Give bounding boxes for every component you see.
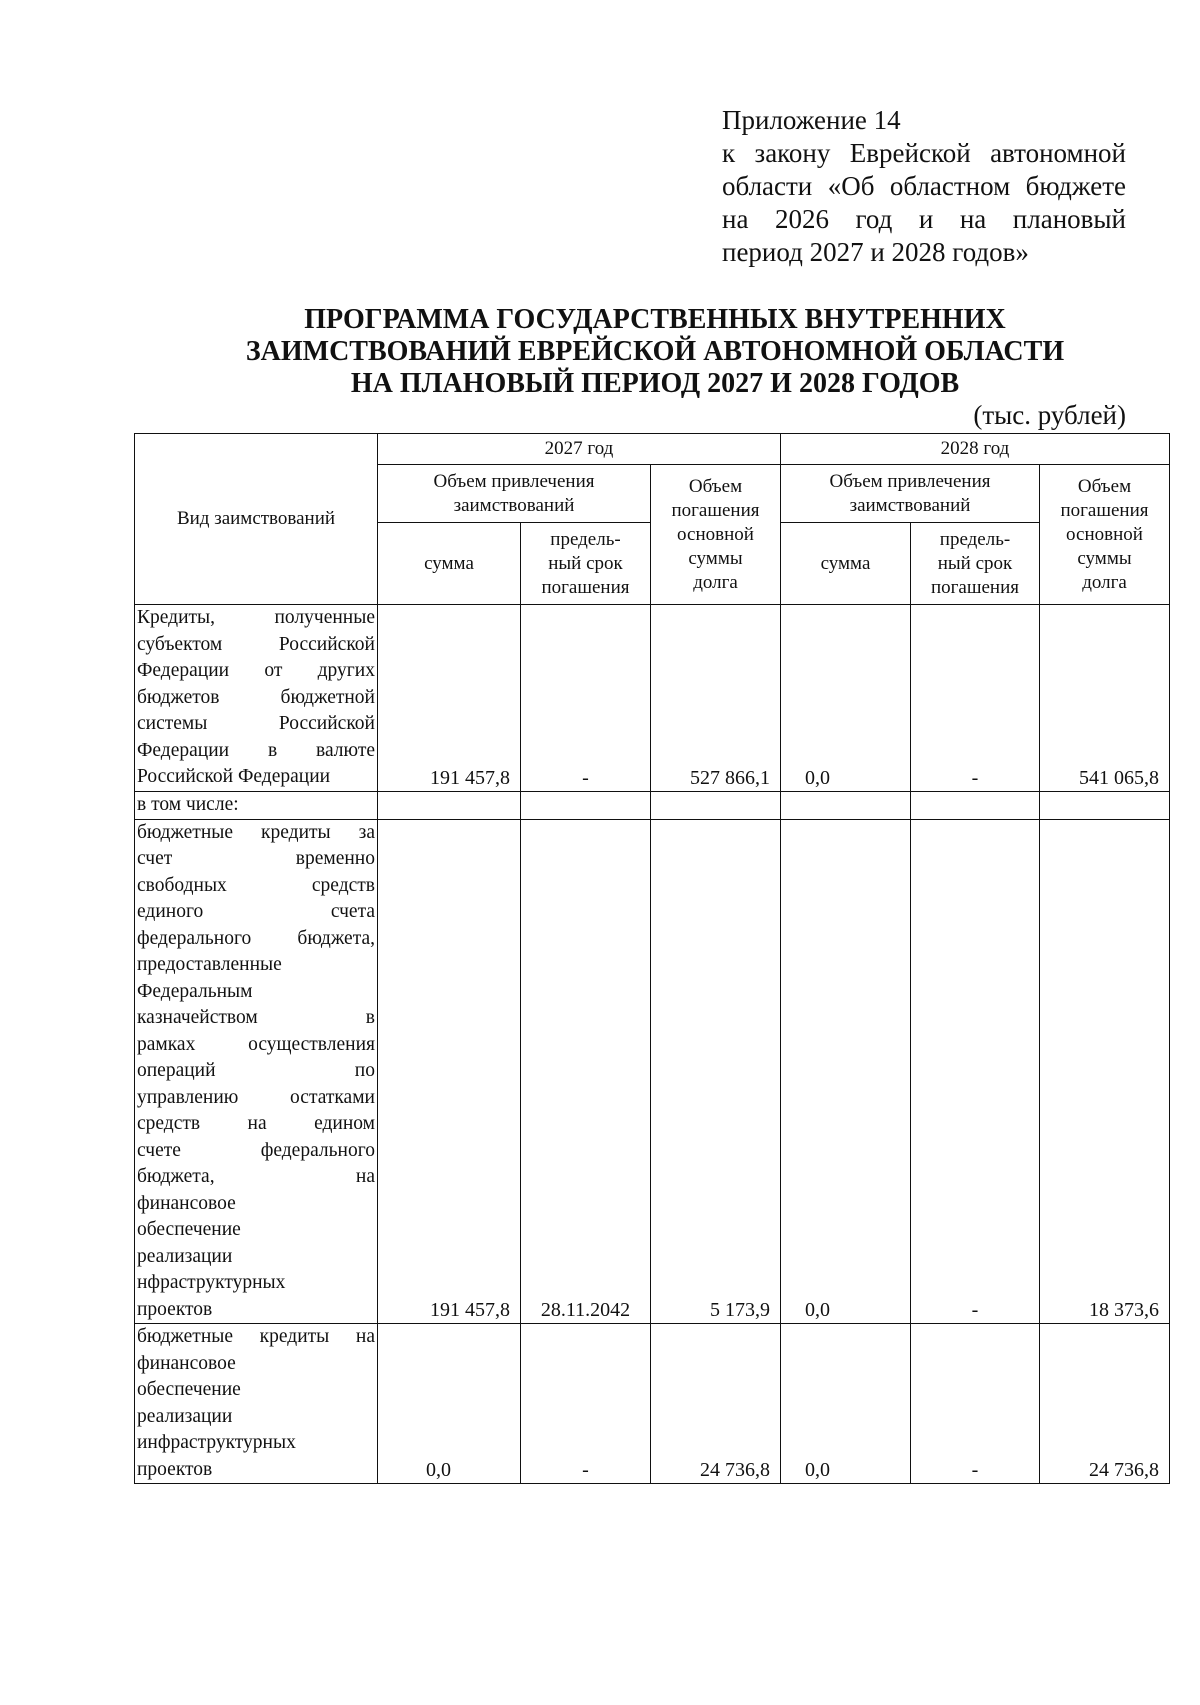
label-line: инфраструктурных (137, 1432, 296, 1453)
label-line: Федерации от других (137, 660, 375, 681)
cell-term-2028: - (911, 819, 1040, 1324)
cell-repay-2028: 18 373,6 (1040, 819, 1170, 1324)
cell-repay-2028: 541 065,8 (1040, 605, 1170, 792)
cell-empty (911, 791, 1040, 819)
header-term-2028-line-2: ный срок (937, 552, 1013, 574)
label-line: реализации (137, 1245, 233, 1267)
label-line: Федеральным (137, 980, 253, 1002)
header-attract-2028 (781, 465, 1040, 523)
header-term-2028-line-3: погашения (930, 576, 1020, 598)
label-line: реализации (137, 1405, 233, 1427)
header-repay-2028-line-3: основной (1066, 523, 1143, 545)
label-line: бюджетные кредиты за (137, 821, 375, 843)
cell-empty (651, 791, 781, 819)
header-attract-2027-line-2: заимствований (453, 494, 575, 516)
header-term-2027-line-1: предель- (550, 528, 621, 550)
header-repay-2027 (651, 465, 781, 605)
row-label-treasury-credits (135, 819, 378, 1324)
table-row (135, 605, 1170, 792)
label-line: системы Российской (137, 713, 375, 734)
row-label-including: в том числе: (135, 791, 378, 819)
cell-sum-2027: 191 457,8 (378, 605, 521, 792)
row-label-credits (135, 605, 378, 792)
appendix-line-1: Приложение 14 (722, 105, 901, 135)
label-line: счете федерального (137, 1139, 375, 1161)
cell-term-2027: 28.11.2042 (521, 819, 651, 1324)
label-line: проектов (137, 1458, 213, 1480)
cell-repay-2027: 527 866,1 (651, 605, 781, 792)
header-sum-2028: сумма (781, 523, 911, 605)
label-line: финансовое (137, 1192, 236, 1214)
label-line: бюджетов бюджетной (137, 686, 375, 708)
header-repay-2028-line-2: погашения (1060, 499, 1149, 521)
label-line: субъектом Российской (137, 633, 375, 655)
table-row (135, 1324, 1170, 1484)
label-line: бюджета, на (137, 1166, 375, 1187)
header-repay-2027-line-3: основной (677, 523, 754, 545)
header-kind: Вид заимствований (135, 434, 378, 605)
cell-empty (781, 791, 911, 819)
header-repay-2028 (1040, 465, 1170, 605)
cell-repay-2027: 24 736,8 (651, 1324, 781, 1484)
appendix-line-2: к закону Еврейской автономной (722, 138, 1126, 168)
header-repay-2027-line-5: долга (693, 571, 738, 593)
cell-empty (378, 791, 521, 819)
table-row (135, 791, 1170, 819)
label-line: Кредиты, полученные (137, 607, 375, 628)
document-title (130, 304, 1180, 400)
cell-term-2027: - (521, 605, 651, 792)
label-line: федерального бюджета, (137, 927, 375, 949)
header-repay-2027-line-2: погашения (671, 499, 760, 521)
header-repay-2028-line-5: долга (1082, 571, 1127, 593)
cell-sum-2027: 191 457,8 (378, 819, 521, 1324)
header-repay-2027-line-1: Объем (688, 475, 743, 497)
label-line: казначейством в (137, 1007, 375, 1028)
label-line: финансовое (137, 1352, 236, 1374)
header-attract-2028-line-1: Объем привлечения (829, 470, 991, 492)
cell-repay-2028: 24 736,8 (1040, 1324, 1170, 1484)
cell-empty (1040, 791, 1170, 819)
label-line: предоставленные (137, 954, 282, 975)
label-line: обеспечение (137, 1219, 241, 1240)
header-term-2027 (521, 523, 651, 605)
cell-term-2028: - (911, 605, 1040, 792)
label-line: обеспечение (137, 1379, 241, 1400)
label-line: средств на едином (137, 1113, 375, 1134)
header-attract-2027 (378, 465, 651, 523)
header-sum-2027: сумма (378, 523, 521, 605)
cell-empty (521, 791, 651, 819)
title-line-3: НА ПЛАНОВЫЙ ПЕРИОД 2027 И 2028 ГОДОВ (350, 368, 960, 399)
appendix-note (722, 104, 1126, 269)
label-line: операций по (137, 1060, 375, 1081)
cell-term-2028: - (911, 1324, 1040, 1484)
label-line: счет временно (137, 848, 375, 869)
header-term-2028 (911, 523, 1040, 605)
units-label: (тыс. рублей) (973, 400, 1126, 430)
header-term-2028-line-1: предель- (939, 528, 1011, 550)
appendix-line-4: на 2026 год и на плановый (722, 204, 1126, 234)
label-line: единого счета (137, 901, 375, 922)
label-line: бюджетные кредиты на (137, 1326, 375, 1347)
label-line: проектов (137, 1298, 213, 1320)
label-line: нфраструктурных (137, 1272, 286, 1293)
cell-sum-2027: 0,0 (378, 1324, 521, 1484)
header-year-2027: 2027 год (378, 434, 781, 465)
label-line: рамках осуществления (137, 1033, 375, 1055)
cell-sum-2028: 0,0 (781, 1324, 911, 1484)
title-line-1: ПРОГРАММА ГОСУДАРСТВЕННЫХ ВНУТРЕННИХ (304, 304, 1006, 335)
header-attract-2028-line-2: заимствований (849, 494, 971, 516)
label-line: управлению остатками (137, 1086, 375, 1108)
appendix-line-5: период 2027 и 2028 годов» (722, 237, 1029, 267)
cell-sum-2028: 0,0 (781, 819, 911, 1324)
row-label-infrastructure-credits (135, 1324, 378, 1484)
table-row (135, 819, 1170, 1324)
label-line: Федерации в валюте (137, 739, 375, 761)
label-line: Российской Федерации (137, 766, 331, 787)
header-term-2027-line-2: ный срок (548, 552, 623, 574)
header-repay-2028-line-4: суммы (1077, 547, 1132, 569)
header-term-2027-line-3: погашения (541, 576, 630, 598)
cell-term-2027: - (521, 1324, 651, 1484)
header-year-2028: 2028 год (781, 434, 1170, 465)
borrowing-table (134, 433, 1170, 1484)
title-line-2: ЗАИМСТВОВАНИЙ ЕВРЕЙСКОЙ АВТОНОМНОЙ ОБЛАСТИ (245, 336, 1065, 367)
appendix-line-3: области «Об областном бюджете (722, 171, 1126, 201)
cell-repay-2027: 5 173,9 (651, 819, 781, 1324)
label-line: свободных средств (137, 874, 375, 896)
header-attract-2027-line-1: Объем привлечения (433, 470, 595, 492)
cell-sum-2028: 0,0 (781, 605, 911, 792)
header-repay-2028-line-1: Объем (1077, 475, 1132, 497)
header-repay-2027-line-4: суммы (688, 547, 743, 569)
